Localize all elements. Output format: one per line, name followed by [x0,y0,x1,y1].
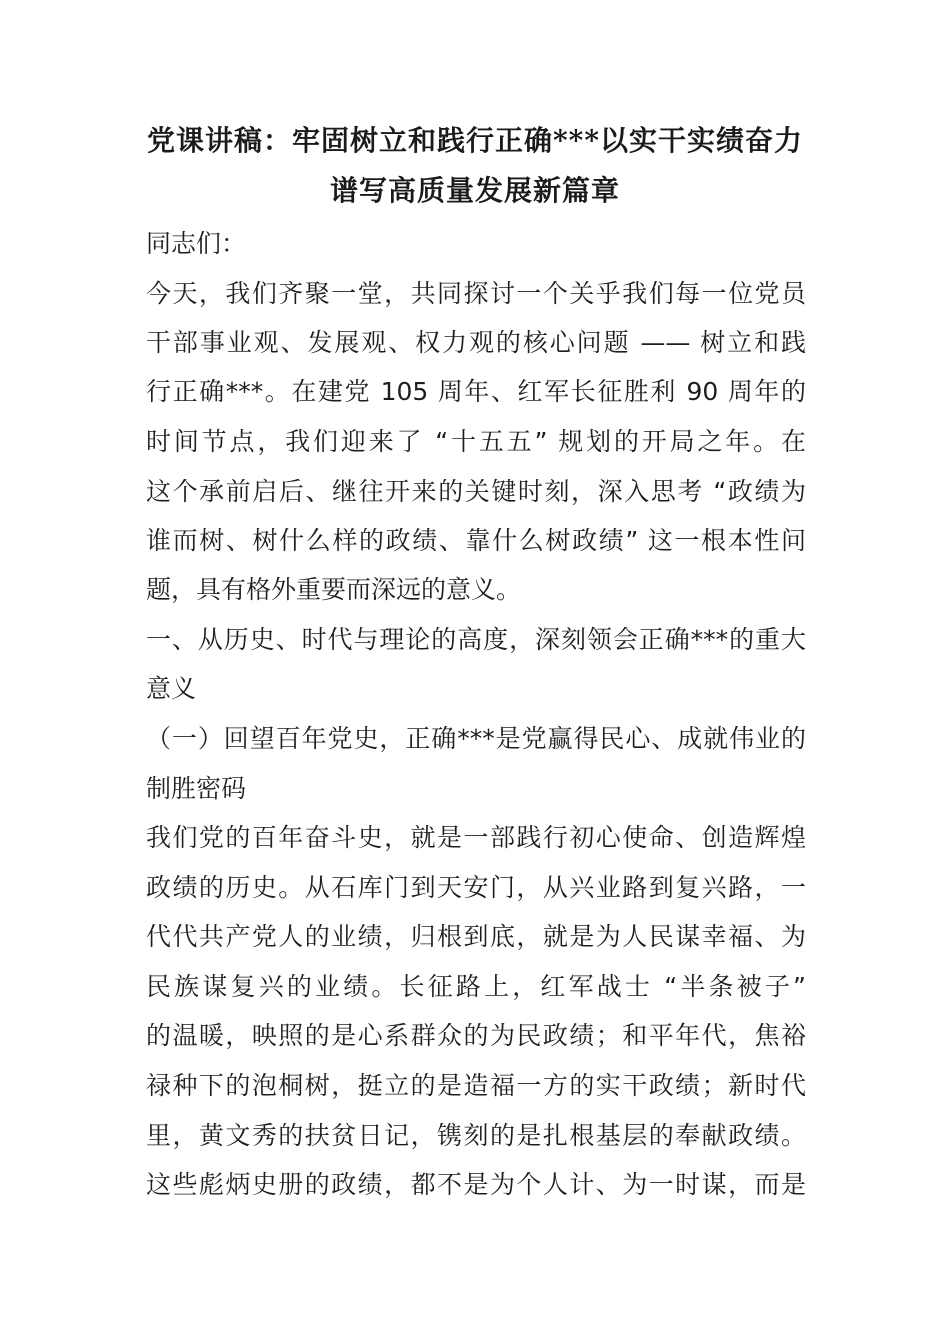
paragraph-line: 代代共产党人的业绩，归根到底，就是为人民谋幸福、为 [146,922,806,951]
paragraph-line: 里，黄文秀的扶贫日记，镌刻的是扎根基层的奉献政绩。 [146,1121,806,1150]
document-title-line-2: 谱写高质量发展新篇章 [329,174,620,207]
paragraph-line: 干部事业观、发展观、权力观的核心问题 —— 树立和践 [146,328,806,357]
paragraph-line: 谁而树、树什么样的政绩、靠什么树政绩” 这一根本性问 [146,526,806,555]
paragraph-line: 的温暖，映照的是心系群众的为民政绩；和平年代，焦裕 [146,1021,806,1050]
paragraph-line: 这些彪炳史册的政绩，都不是为个人计、为一时谋，而是 [146,1170,806,1199]
document-title-line-1: 党课讲稿：牢固树立和践行正确***以实干实绩奋力 [147,124,803,157]
paragraph-line: 题，具有格外重要而深远的意义。 [146,575,522,604]
paragraph-line: 民族谋复兴的业绩。长征路上，红军战士 “半条被子” [146,972,806,1001]
subsection-heading: 制胜密码 [146,774,247,803]
paragraph-line: 今天，我们齐聚一堂，共同探讨一个关乎我们每一位党员 [146,279,806,308]
paragraph-line: 时间节点，我们迎来了 “十五五” 规划的开局之年。在 [146,427,806,456]
subsection-heading: （一）回望百年党史，正确***是党赢得民心、成就伟业的 [146,724,806,753]
salutation: 同志们： [146,229,247,258]
paragraph-line: 我们党的百年奋斗史，就是一部践行初心使命、创造辉煌 [146,823,806,852]
paragraph-line: 这个承前启后、继往开来的关键时刻，深入思考 “政绩为 [146,477,806,506]
section-heading: 意义 [146,674,197,703]
paragraph-line: 禄种下的泡桐树，挺立的是造福一方的实干政绩；新时代 [146,1071,806,1100]
section-heading: 一、从历史、时代与理论的高度，深刻领会正确***的重大 [146,625,806,654]
paragraph-line: 政绩的历史。从石库门到天安门，从兴业路到复兴路，一 [146,873,806,902]
paragraph-line: 行正确***。在建党 105 周年、红军长征胜利 90 周年的 [146,377,806,406]
